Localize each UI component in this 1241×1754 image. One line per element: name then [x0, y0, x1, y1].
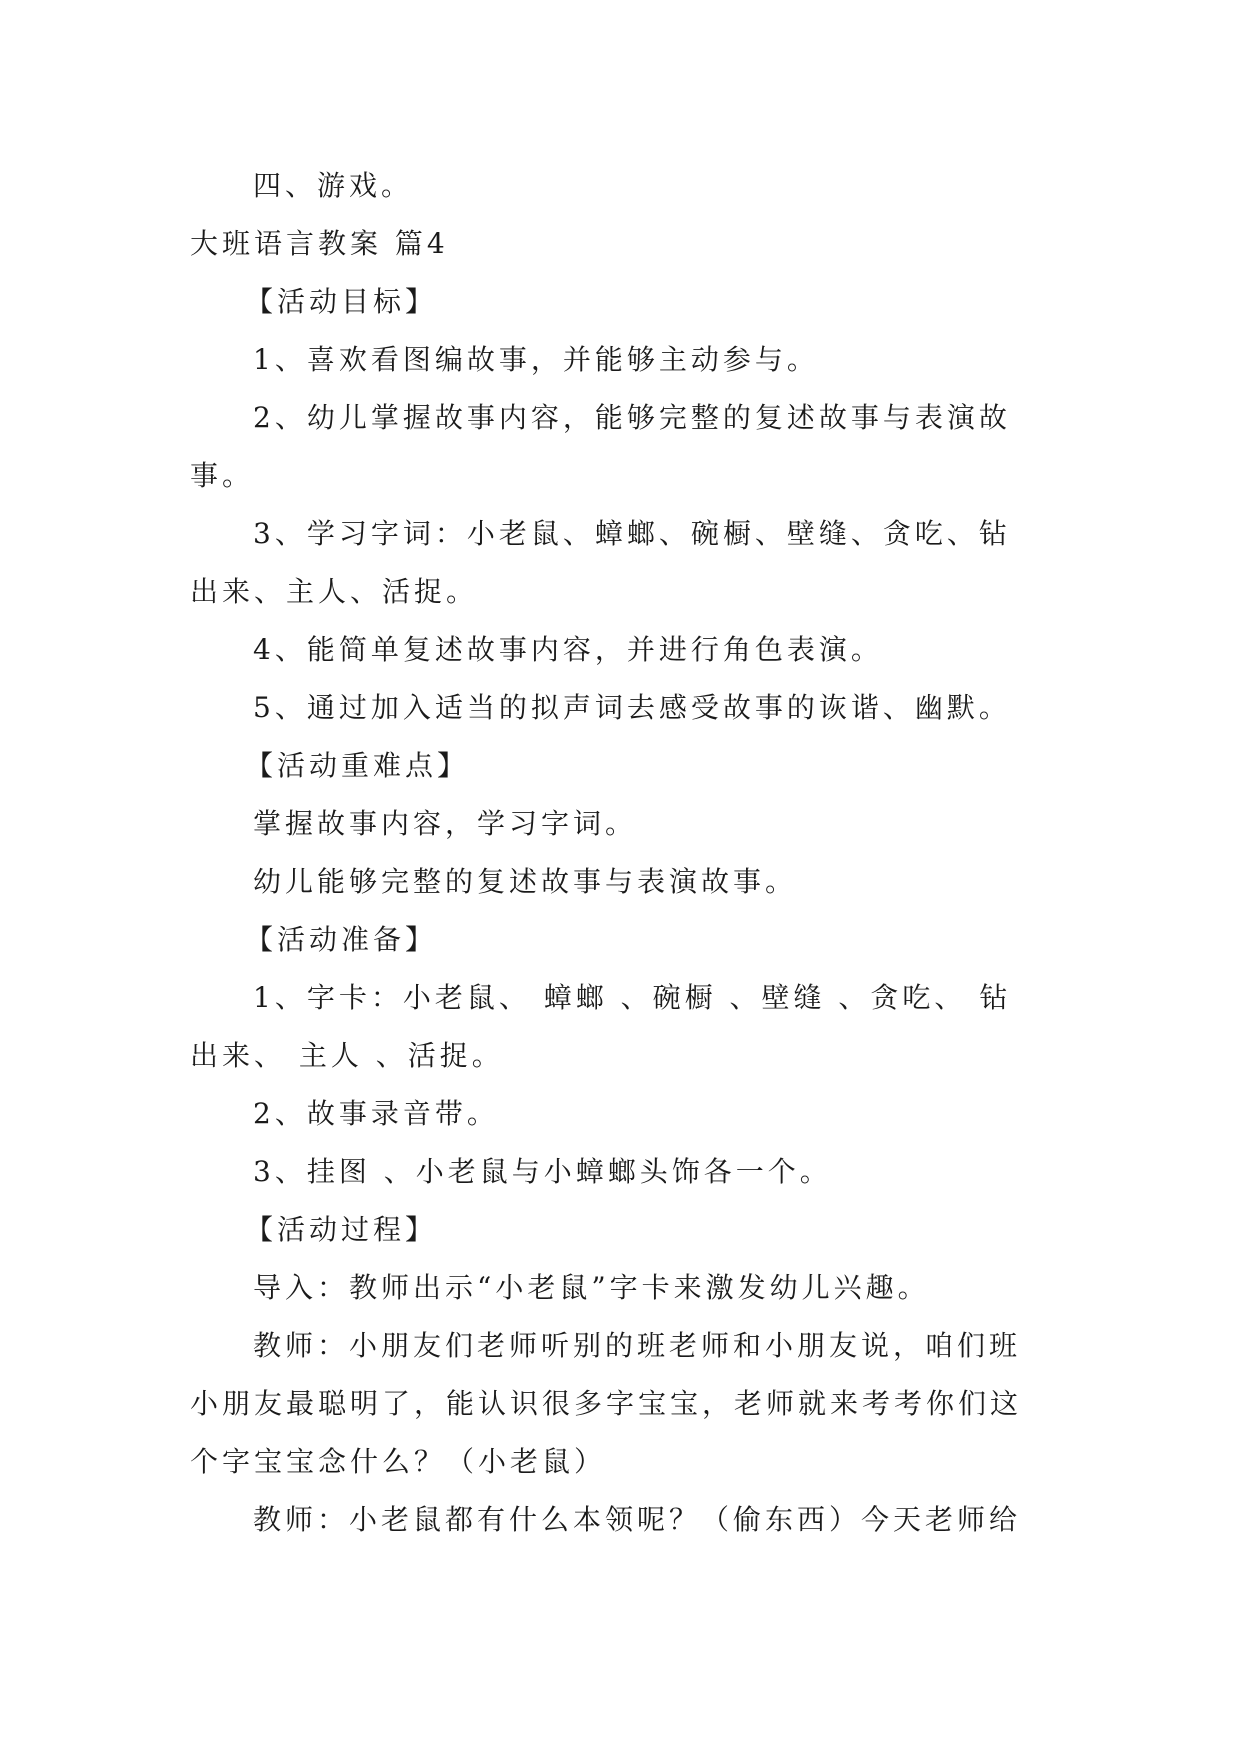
goal-1: 1、喜欢看图编故事，并能够主动参与。	[253, 343, 819, 376]
prep-1-continued: 出来、 主人 、活捉。	[190, 1039, 504, 1072]
lesson-title: 大班语言教案 篇4	[190, 227, 449, 260]
process-teacher-1: 教师：小朋友们老师听别的班老师和小朋友说，咱们班	[253, 1329, 1022, 1362]
key-point-2: 幼儿能够完整的复述故事与表演故事。	[253, 865, 798, 898]
goal-4: 4、能简单复述故事内容，并进行角色表演。	[253, 633, 883, 666]
prep-1: 1、字卡：小老鼠、 蟑螂 、碗橱 、壁缝 、贪吃、 钻	[253, 981, 1012, 1014]
process-teacher-1-end: 个字宝宝念什么？（小老鼠）	[190, 1445, 607, 1478]
section-heading-game: 四、游戏。	[253, 169, 414, 202]
prep-2: 2、故事录音带。	[253, 1097, 499, 1130]
process-intro: 导入：教师出示“小老鼠”字卡来激发幼儿兴趣。	[253, 1271, 930, 1304]
heading-preparation: 【活动准备】	[245, 923, 438, 956]
goal-5: 5、通过加入适当的拟声词去感受故事的诙谐、幽默。	[253, 691, 1011, 724]
key-point-1: 掌握故事内容，学习字词。	[253, 807, 638, 840]
goal-2: 2、幼儿掌握故事内容，能够完整的复述故事与表演故	[253, 401, 1011, 434]
prep-3: 3、挂图 、小老鼠与小蟑螂头饰各一个。	[253, 1155, 832, 1188]
goal-3: 3、学习字词：小老鼠、蟑螂、碗橱、壁缝、贪吃、钻	[253, 517, 1011, 550]
process-teacher-2: 教师：小老鼠都有什么本领呢？（偷东西）今天老师给	[253, 1503, 1022, 1536]
process-teacher-1-continued: 小朋友最聪明了，能认识很多字宝宝，老师就来考考你们这	[190, 1387, 1023, 1420]
heading-key-points: 【活动重难点】	[245, 749, 470, 782]
goal-2-continued: 事。	[190, 459, 255, 492]
goal-3-continued: 出来、主人、活捉。	[190, 575, 479, 608]
heading-process: 【活动过程】	[245, 1213, 438, 1246]
heading-activity-goals: 【活动目标】	[245, 285, 438, 318]
